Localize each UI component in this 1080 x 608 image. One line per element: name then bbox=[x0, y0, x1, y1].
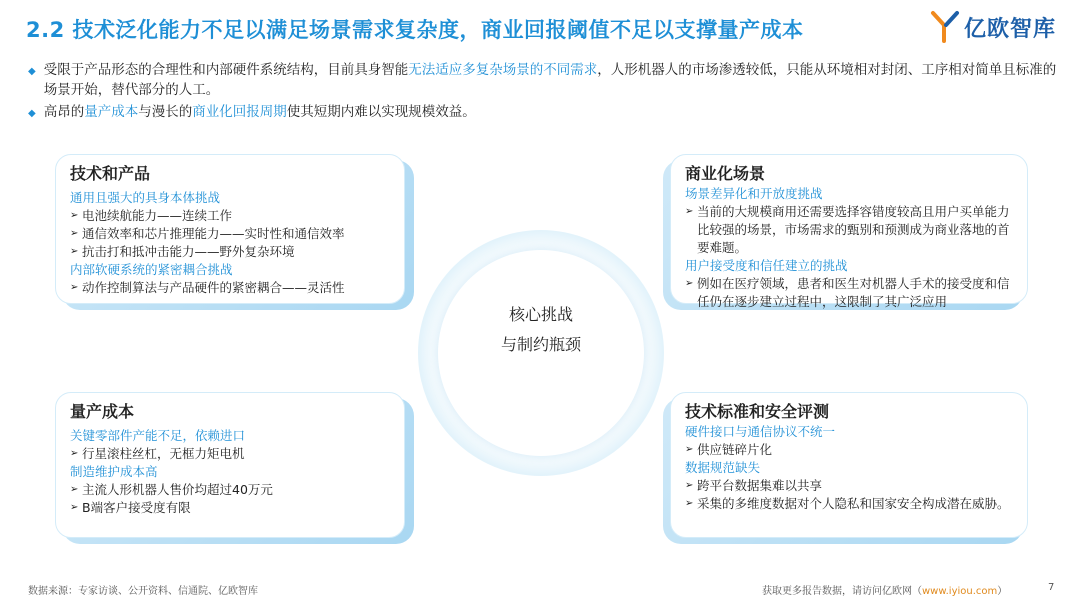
bullet-text: 受限于产品形态的合理性和内部硬件系统结构，目前具身智能无法适应多复杂场景的不同需求，人形机器人的市场渗透较低，只能从环境相对封闭、工序相对简单且标准的场景开始，替代部分的人工。 bbox=[43, 62, 1057, 98]
card-subheading: 通用且强大的具身本体挑战 bbox=[70, 190, 221, 205]
arrow-bullet-icon: ➢ bbox=[70, 484, 79, 495]
arrow-bullet-icon: ➢ bbox=[685, 206, 694, 217]
card-item: ➢ 抗击打和抵冲击能力——野外复杂环境 bbox=[70, 244, 295, 259]
card-item: ➢ 例如在医疗领域，患者和医生对机器人手术的接受度和信任仍在逐步建立过程中，这限制了其广泛应用 bbox=[685, 276, 1010, 309]
card-item: ➢ 动作控制算法与产品硬件的紧密耦合——灵活性 bbox=[70, 280, 345, 295]
card-mass-production-cost bbox=[55, 392, 405, 538]
card-title: 技术和产品 bbox=[70, 164, 151, 183]
card-subheading: 内部软硬系统的紧密耦合挑战 bbox=[70, 262, 233, 277]
card-item: ➢ 行星滚柱丝杠，无框力矩电机 bbox=[70, 446, 245, 461]
arrow-bullet-icon: ➢ bbox=[70, 448, 79, 459]
bullet-text: 高昂的量产成本与漫长的商业化回报周期使其短期内难以实现规模效益。 bbox=[43, 104, 476, 120]
diamond-bullet-icon: ◆ bbox=[28, 108, 36, 119]
data-source: 数据来源：专家访谈、公开资料、信通院、亿欧智库 bbox=[28, 586, 258, 597]
yiou-logo-icon bbox=[930, 10, 960, 44]
arrow-bullet-icon: ➢ bbox=[70, 502, 79, 513]
card-tech-product bbox=[55, 154, 405, 304]
arrow-bullet-icon: ➢ bbox=[70, 246, 79, 257]
intro-bullets bbox=[28, 60, 1058, 126]
page-number: 7 bbox=[1048, 582, 1055, 593]
arrow-bullet-icon: ➢ bbox=[70, 282, 79, 293]
card-title: 商业化场景 bbox=[685, 164, 766, 183]
card-title: 技术标准和安全评测 bbox=[685, 402, 830, 421]
logo bbox=[930, 10, 1056, 44]
card-title: 量产成本 bbox=[70, 402, 135, 421]
card-subheading: 用户接受度和信任建立的挑战 bbox=[685, 258, 848, 273]
card-item: ➢ 主流人形机器人售价均超过40万元 bbox=[70, 482, 273, 497]
card-commercial-scenario bbox=[670, 154, 1028, 309]
arrow-bullet-icon: ➢ bbox=[70, 228, 79, 239]
center-label: 核心挑战 与制约瓶颈 bbox=[500, 305, 581, 354]
card-standards-safety bbox=[670, 392, 1028, 538]
arrow-bullet-icon: ➢ bbox=[70, 210, 79, 221]
card-subheading: 关键零部件产能不足，依赖进口 bbox=[70, 428, 246, 443]
footer-link-text: 获取更多报告数据，请访问亿欧网（www.iyiou.com） bbox=[762, 586, 1008, 597]
bullet-2 bbox=[28, 102, 1058, 124]
card-subheading: 场景差异化和开放度挑战 bbox=[685, 186, 823, 201]
card-item: ➢ 采集的多维度数据对个人隐私和国家安全构成潜在威胁。 bbox=[685, 496, 1010, 511]
card-subheading: 数据规范缺失 bbox=[685, 460, 761, 475]
card-item: ➢ 电池续航能力——连续工作 bbox=[70, 208, 233, 223]
card-item: ➢ B端客户接受度有限 bbox=[70, 500, 191, 515]
diamond-bullet-icon: ◆ bbox=[28, 66, 36, 77]
arrow-bullet-icon: ➢ bbox=[685, 444, 694, 455]
card-subheading: 制造维护成本高 bbox=[70, 464, 158, 479]
logo-text: 亿欧智库 bbox=[963, 16, 1056, 42]
website-link[interactable]: www.iyiou.com bbox=[922, 586, 998, 597]
arrow-bullet-icon: ➢ bbox=[685, 498, 694, 509]
card-item: ➢ 供应链碎片化 bbox=[685, 442, 773, 457]
card-item: ➢ 跨平台数据集难以共享 bbox=[685, 478, 823, 493]
arrow-bullet-icon: ➢ bbox=[685, 278, 694, 289]
arrow-bullet-icon: ➢ bbox=[685, 480, 694, 491]
card-item: ➢ 当前的大规模商用还需要选择容错度较高且用户买单能力比较强的场景，市场需求的甄别和预测成为商业落地的首要难题。 bbox=[685, 204, 1010, 255]
page-title: 2.2 技术泛化能力不足以满足场景需求复杂度，商业回报阈值不足以支撑量产成本 bbox=[26, 18, 804, 42]
card-subheading: 硬件接口与通信协议不统一 bbox=[685, 424, 836, 439]
card-item: ➢ 通信效率和芯片推理能力——实时性和通信效率 bbox=[70, 226, 345, 241]
bullet-1 bbox=[28, 60, 1058, 100]
